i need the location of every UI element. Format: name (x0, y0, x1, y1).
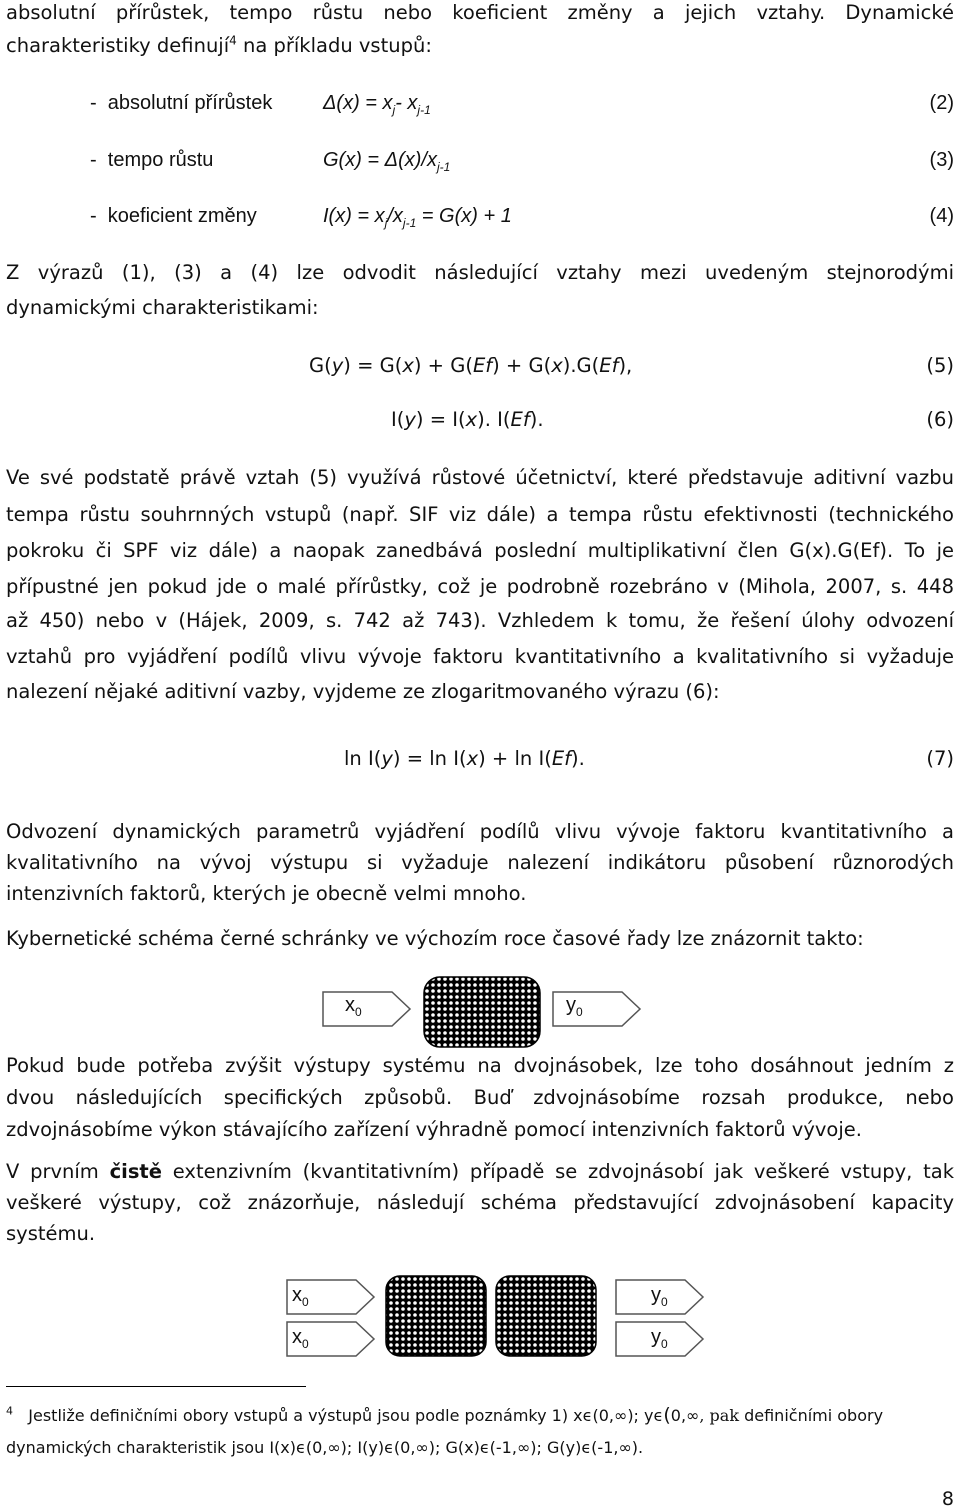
intro-line-2: charakteristiky definují$^4$ na příkladu vstupů: (6, 33, 432, 57)
equation-6: I(y) = I(x). I(Ef). (391, 408, 544, 431)
para2-line-3: pokroku či SPF viz dále) a naopak zanedbává poslední multiplikativní člen G(x).G(Ef). To je (6, 539, 954, 562)
footnote-line-2: dynamických charakteristik jsou I(x)ϵ(0,∞); I(y)ϵ(0,∞); G(x)ϵ(-1,∞); G(y)ϵ(-1,∞). (6, 1438, 644, 1457)
footnote-separator (6, 1386, 306, 1387)
equation-7: ln I(y) = ln I(x) + ln I(Ef). (344, 747, 585, 770)
formula-2: $\Delta(x) = x_j-$ $x_{j-1}$ (323, 92, 431, 117)
para2-line-6: vztahů pro vyjádření podílů vlivu vývoje faktoru kvantitativního a kvalitativního si vyžaduje (6, 645, 954, 668)
para1-line-1: Z výrazů (1), (3) a (4) lze odvodit následující vztahy mezi uvedeným stejnorodými (6, 261, 954, 284)
black-box-diagram (322, 976, 662, 1048)
black-box (424, 977, 540, 1047)
black-box-1 (386, 1276, 486, 1356)
equation-5: G(y) = G(x) + G(Ef) + G(x).G(Ef), (309, 354, 633, 377)
para1-line-2: dynamickými charakteristikami: (6, 296, 319, 319)
formula-3: $G(x) = \Delta(x)/x_{j-1}$ (323, 149, 451, 174)
doubled-capacity-diagram (286, 1270, 706, 1358)
page-number: 8 (941, 1488, 954, 1510)
para5-line-3: zdvojnásobíme výkon stávajícího zařízení výhradně pomocí intenzivních faktorů vývoje. (6, 1118, 862, 1141)
def-2: - absolutní přírůstek (90, 92, 273, 114)
eq-number-5: (5) (926, 354, 954, 377)
para6-line-3: systému. (6, 1222, 96, 1245)
diagram2-output-label-1: $y_0$ (651, 1284, 668, 1309)
intro-line-1: absolutní přírůstek, tempo růstu nebo koeficient změny a jejich vztahy. Dynamické (6, 1, 954, 24)
black-box-2 (496, 1276, 596, 1356)
eq-number-6: (6) (926, 408, 954, 431)
diagram2-input-label-1: $x_0$ (292, 1284, 309, 1309)
input-arrow-shape (323, 992, 410, 1026)
footnote-ref: 4 (229, 33, 237, 48)
def-3: - tempo růstu (90, 149, 214, 171)
para4: Kybernetické schéma černé schránky ve výchozím roce časové řady lze znázornit takto: (6, 927, 864, 950)
eq-number-7: (7) (926, 747, 954, 770)
para2-line-1: Ve své podstatě právě vztah (5) využívá růstové účetnictví, které představuje aditivní vazbu (6, 466, 954, 489)
formula-4: $I(x) = x_j/x_{j-1} = G(x) + 1$ (323, 205, 512, 230)
footnote-line-1: $^4$ Jestliže definičními obory vstupů a výstupů jsou podle poznámky 1) xϵ(0,∞); yϵ(0,∞, pak definičními obory (6, 1404, 884, 1426)
def-4: - koeficient změny (90, 205, 257, 227)
diagram2-output-label-2: $y_0$ (651, 1326, 668, 1351)
eq-number-2: (2) (929, 92, 954, 114)
para3-line-1: Odvození dynamických parametrů vyjádření podílů vlivu vývoje faktoru kvantitativního a (6, 820, 954, 843)
para3-line-3: intenzivních faktorů, kterých je obecně velmi mnoho. (6, 882, 527, 905)
para6-line-1: V prvním čistě extenzivním (kvantitativním) případě se zdvojnásobí jak veškeré vstupy, tak (6, 1160, 954, 1183)
para2-line-4: přípustné jen pokud jde o malé přírůstky, což je podrobně rozebráno v (Mihola, 2007, s. 448 (6, 575, 954, 598)
diagram1-input-label: $x_0$ (345, 994, 362, 1019)
para2-line-7: nalezení nějaké aditivní vazby, vyjdeme ze zlogaritmovaného výrazu (6): (6, 680, 720, 703)
diagram1-output-label: $y_0$ (566, 994, 583, 1019)
para2-line-5: až 450) nebo v (Hájek, 2009, s. 742 až 743). Vzhledem k tomu, že řešení úlohy odvození (6, 609, 954, 632)
eq-number-3: (3) (929, 149, 954, 171)
eq-number-4: (4) (929, 205, 954, 227)
para5-line-2: dvou následujících specifických způsobů. Buď zdvojnásobíme rozsah produkce, nebo (6, 1086, 954, 1109)
para6-line-2: veškeré výstupy, což znázorňuje, následují schéma představující zdvojnásobení kapacity (6, 1191, 954, 1214)
para2-line-2: tempa růstu souhrnných vstupů (např. SIF viz dále) a tempa růstu efektivnosti (technického (6, 503, 954, 526)
diagram2-input-label-2: $x_0$ (292, 1326, 309, 1351)
para5-line-1: Pokud bude potřeba zvýšit výstupy systému na dvojnásobek, lze toho dosáhnout jedním z (6, 1054, 954, 1077)
para3-line-2: kvalitativního na vývoj výstupu si vyžaduje nalezení indikátoru působení různorodých (6, 851, 954, 874)
